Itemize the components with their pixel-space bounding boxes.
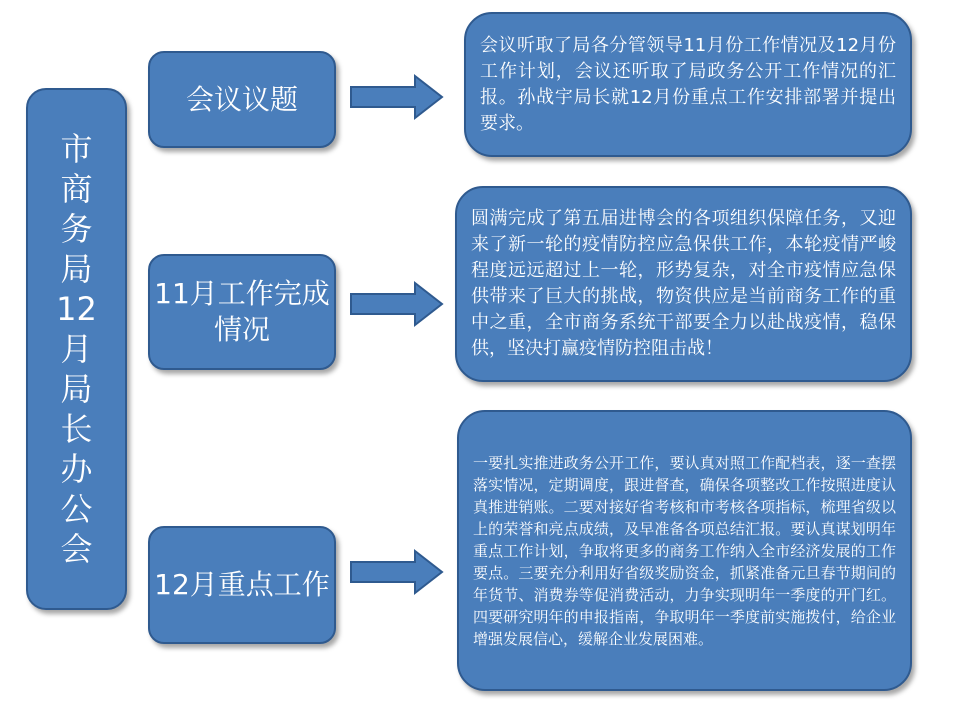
topic-box-agenda	[148, 51, 336, 148]
topic-box-november	[148, 254, 336, 370]
arrow-right-icon	[349, 73, 445, 121]
arrow-right-icon	[349, 548, 445, 596]
arrow-right-icon	[349, 280, 445, 328]
desc-text: 一要扎实推进政务公开工作，要认真对照工作配档表，逐一查摆落实情况，定期调度，跟进督查，确保各项整改工作按照进度认真推进销账。二要对接好省考核和市考核各项指标，梳理省级以上的荣誉和亮点成绩，及早准备各项总结汇报。要认真谋划明年重点工作计划，争取将更多的商务工作纳入全市经济发展的工作要点。三要充分利用好省级奖励资金，抓紧准备元旦春节期间的年货节、消费券等促消费活动，力争实现明年一季度的开门红。四要研究明年的申报指南，争取明年一季度前实施拨付，给企业增强发展信心，缓解企业发展困难。	[473, 453, 896, 648]
title-char: 市	[60, 130, 93, 168]
topic-label: 会议议题	[185, 82, 298, 116]
desc-text: 会议听取了局各分管领导11月份工作情况及12月份工作计划，会议还听取了局政务公开工作情况的汇报。孙战宇局长就12月份重点工作安排部署并提出要求。	[480, 34, 896, 134]
title-char: 局	[60, 370, 93, 408]
desc-box-november	[455, 186, 912, 382]
desc-text: 圆满完成了第五届进博会的各项组织保障任务，又迎来了新一轮的疫情防控应急保供工作，本轮疫情严峻程度远远超过上一轮，形势复杂，对全市疫情应急保供带来了巨大的挑战，物资供应是当前商务工作的重中之重，全市商务系统干部要全力以赴战疫情，稳保供，坚决打赢疫情防控阻击战！	[471, 208, 896, 359]
title-char: 公	[60, 490, 93, 528]
topic-label: 11月工作完成情况	[154, 277, 330, 346]
topic-label: 12月重点工作	[154, 568, 330, 601]
title-char: 会	[60, 530, 93, 568]
title-char: 月	[60, 330, 93, 368]
title-char: 局	[60, 250, 93, 288]
desc-box-agenda	[464, 12, 912, 157]
title-char: 长	[60, 410, 93, 448]
title-box	[26, 88, 127, 610]
title-char: 务	[60, 210, 93, 248]
title-char: 商	[60, 170, 93, 208]
desc-box-december	[457, 410, 912, 691]
topic-box-december	[148, 526, 336, 644]
title-char: 12	[56, 290, 97, 328]
title-char: 办	[60, 450, 93, 488]
